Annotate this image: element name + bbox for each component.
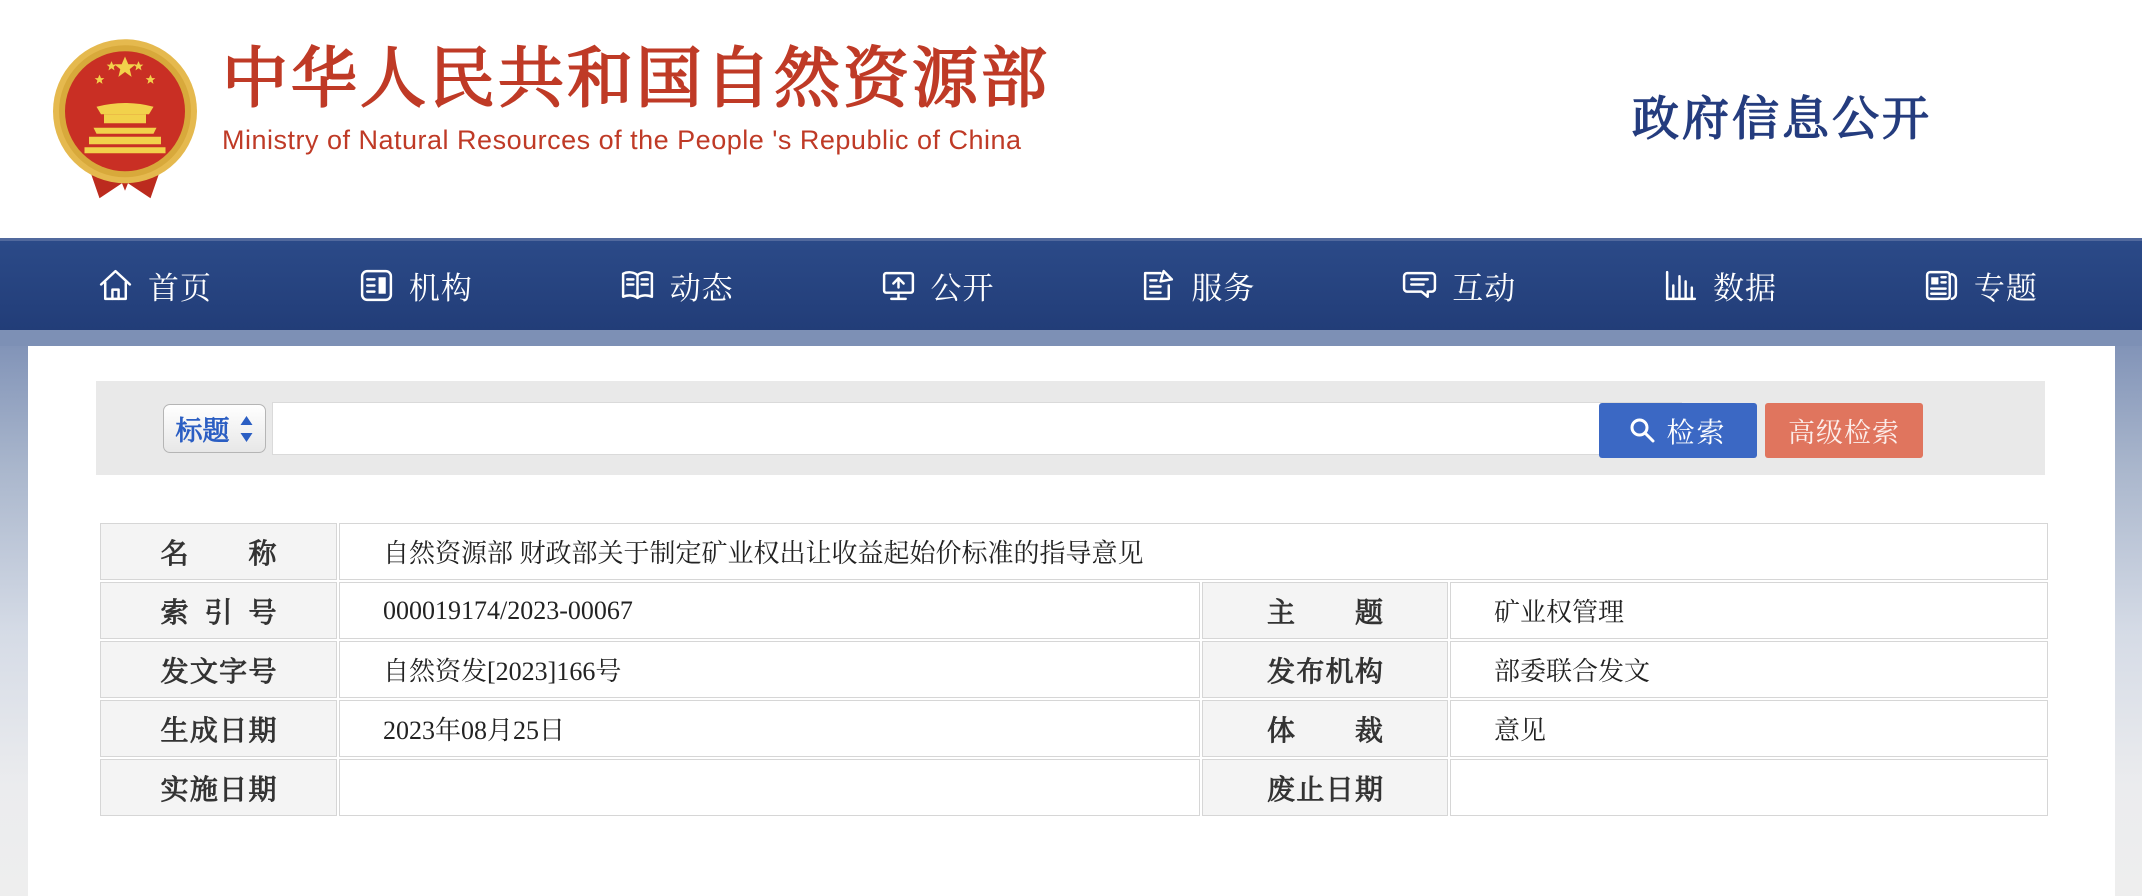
search-button[interactable]: 检索 bbox=[1599, 403, 1757, 458]
nav-item-interaction[interactable]: 互动 bbox=[1401, 263, 1516, 308]
meta-value-repeal-date bbox=[1450, 759, 2048, 816]
meta-label-effective-date: 实施日期 bbox=[100, 759, 337, 816]
nav-item-news[interactable]: 动态 bbox=[619, 263, 734, 308]
site-logo-link[interactable] bbox=[50, 36, 1050, 206]
content-panel bbox=[28, 346, 2115, 896]
page-title-gov-info: 政府信息公开 bbox=[1632, 94, 1932, 146]
meta-value-subject: 矿业权管理 bbox=[1450, 582, 2048, 639]
meta-label-subject: 主题 bbox=[1202, 582, 1448, 639]
search-field-selected-value: 标题 bbox=[175, 416, 230, 446]
advanced-search-button[interactable]: 高级检索 bbox=[1765, 403, 1923, 458]
news-book-icon bbox=[619, 267, 656, 304]
nav-item-data[interactable]: 数据 bbox=[1662, 263, 1777, 308]
content-background bbox=[0, 346, 2142, 896]
meta-value-genre: 意见 bbox=[1450, 700, 2048, 757]
meta-value-doc-no: 自然资发[2023]166号 bbox=[339, 641, 1200, 698]
meta-value-issuing-agency: 部委联合发文 bbox=[1450, 641, 2048, 698]
nav-item-disclosure[interactable]: 公开 bbox=[880, 263, 995, 308]
organization-icon bbox=[358, 267, 395, 304]
nav-item-home[interactable]: 首页 bbox=[97, 263, 212, 308]
masthead bbox=[0, 0, 2142, 238]
main-navbar bbox=[0, 238, 2142, 330]
meta-value-name: 自然资源部 财政部关于制定矿业权出让收益起始价标准的指导意见 bbox=[339, 523, 2048, 580]
meta-label-index-no: 索引号 bbox=[100, 582, 337, 639]
select-spinner-icon bbox=[239, 415, 254, 443]
meta-label-genre: 体裁 bbox=[1202, 700, 1448, 757]
meta-label-repeal-date: 废止日期 bbox=[1202, 759, 1448, 816]
meta-value-effective-date bbox=[339, 759, 1200, 816]
meta-value-create-date: 2023年08月25日 bbox=[339, 700, 1200, 757]
meta-label-doc-no: 发文字号 bbox=[100, 641, 337, 698]
search-field-select[interactable] bbox=[163, 404, 266, 453]
document-meta-table bbox=[100, 523, 2048, 816]
meta-label-create-date: 生成日期 bbox=[100, 700, 337, 757]
nav-item-topics[interactable]: 专题 bbox=[1923, 263, 2038, 308]
data-chart-icon bbox=[1662, 267, 1699, 304]
meta-value-index-no: 000019174/2023-00067 bbox=[339, 582, 1200, 639]
meta-label-issuing-agency: 发布机构 bbox=[1202, 641, 1448, 698]
interaction-chat-icon bbox=[1401, 267, 1438, 304]
search-icon bbox=[1629, 417, 1656, 444]
site-title-en: Ministry of Natural Resources of the People 's Republic of China bbox=[222, 125, 1022, 156]
nav-item-service[interactable]: 服务 bbox=[1140, 263, 1255, 308]
china-national-emblem-icon bbox=[50, 36, 200, 206]
site-title-zh: 中华人民共和国自然资源部 bbox=[222, 41, 1050, 115]
navbar-bottom-strip bbox=[0, 330, 2142, 346]
meta-label-name: 名称 bbox=[100, 523, 337, 580]
search-input[interactable] bbox=[272, 402, 1682, 455]
nav-item-organization[interactable]: 机构 bbox=[358, 263, 473, 308]
disclosure-monitor-icon bbox=[880, 267, 917, 304]
search-bar bbox=[96, 381, 2045, 475]
home-icon bbox=[97, 267, 134, 304]
special-topic-icon bbox=[1923, 267, 1960, 304]
service-edit-icon bbox=[1140, 267, 1177, 304]
